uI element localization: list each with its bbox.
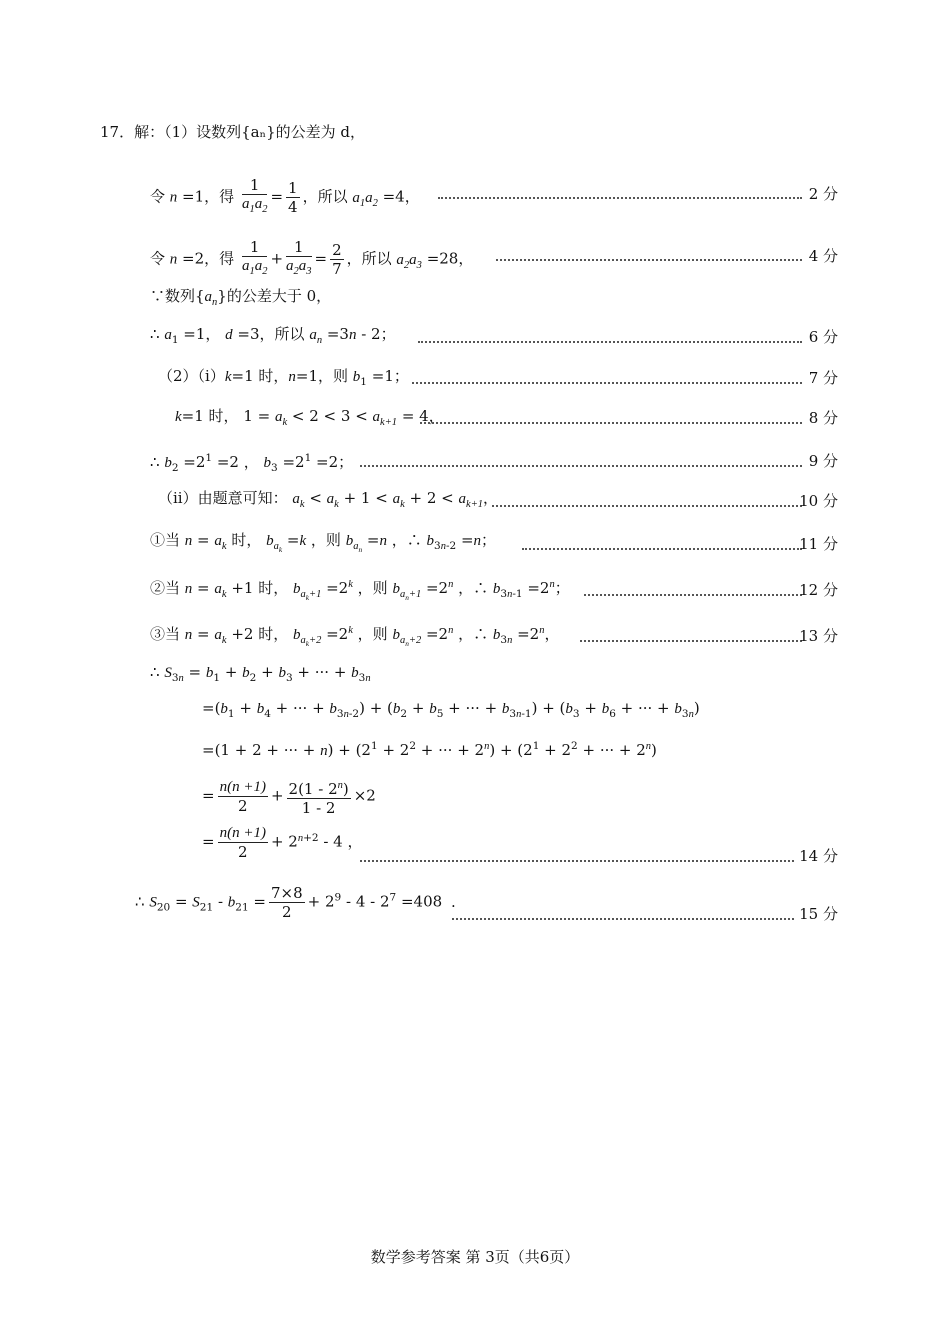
leader-dots <box>452 918 794 920</box>
step-9: ①当 $n = a_k$ 时， $b_{a_k} =k$ ，则 $b_{a_n} =n$ ，∴ $b_{3n-2} =n$； <box>150 531 497 555</box>
leader-dots <box>418 341 802 343</box>
score-8: 11 分 <box>799 535 838 553</box>
score-5: 8 分 <box>808 409 838 427</box>
score-4: 7 分 <box>808 369 838 387</box>
score-9: 12 分 <box>799 581 838 599</box>
leader-dots <box>496 259 802 261</box>
score-7: 10 分 <box>799 492 838 510</box>
step-5: （2）（i）k=1 时，n=1，则 $b_1 =1$； <box>158 367 409 388</box>
step-1: 令 n =1，得 $\frac{1}{a_1a_2}$ = $\frac{1}{4}$ ，所以 $a_1a_2 =4$， <box>150 176 420 216</box>
page-footer: 数学参考答案 第 3页（共6页） <box>370 1248 580 1266</box>
step-2: 令 n =2，得 $\frac{1}{a_1a_2}$ + $\frac{1}{a_2a_3}$ = $\frac{2}{7}$ ，所以 $a_2a_3 =28$， <box>150 238 474 278</box>
leader-dots <box>412 382 802 384</box>
step-16: = $\frac{n(n +1)}{2}$ + $2^{n+2} - 4$ ， <box>202 825 363 861</box>
step-7: ∴ $b_2 =2^1 =2$ ， $b_3 =2^1 =2$； <box>150 452 354 474</box>
score-1: 2 分 <box>808 185 838 203</box>
leader-dots <box>580 640 802 642</box>
step-14: =(1 + 2 + ··· + $n) + (2^1 + 2^2$ + ··· + $2^n) + (2^1 + 2^2$ + ··· + $2^n$) <box>202 740 657 759</box>
score-6: 9 分 <box>808 452 838 470</box>
leader-dots <box>360 860 794 862</box>
step-3: ∵数列$\{a_n\}$的公差大于 0， <box>150 287 332 308</box>
score-12: 15 分 <box>799 905 838 923</box>
score-3: 6 分 <box>808 328 838 346</box>
leader-dots <box>360 465 802 467</box>
step-8: （ii）由题意可知： $a_k < a_k + 1 < a_k + 2 < a_{k+1}$， <box>158 489 499 510</box>
step-15: = $\frac{n(n +1)}{2}$ + $\frac{2(1 - 2^n)}{1 - 2}$ ×2 <box>202 776 376 817</box>
leader-dots <box>420 422 802 424</box>
step-10: ②当 $n = a_k +1$ 时， $b_{a_k+1} =2^k$ ，则 $b_{a_n+1} =2^n$ ，∴ $b_{3n-1} =2^n$； <box>150 579 570 603</box>
step-12: ∴ $S_{3n} = b_1 + b_2 + b_3$ + ··· + $b_{3n}$ <box>150 663 371 684</box>
leader-dots <box>438 197 802 199</box>
leader-dots <box>584 594 802 596</box>
step-13: $=(b_1 + b_4$ + ··· + $b_{3n-2}) + (b_2 + b_5$ + ··· + $b_{3n-1}) + (b_3 + b_6$ + ··· + $b_{3n}$) <box>202 699 700 720</box>
problem-header: 17．解：（1）设数列{aₙ}的公差为 d， <box>100 123 366 141</box>
step-4: ∴ $a_1 =1$， d =3，所以 $a_n =3n - 2$； <box>150 325 396 346</box>
score-11: 14 分 <box>799 847 838 865</box>
step-11: ③当 $n = a_k +2$ 时， $b_{a_k+2} =2^k$ ，则 $b_{a_n+2} =2^n$ ，∴ $b_{3n} =2^n$， <box>150 625 560 649</box>
leader-dots <box>522 548 802 550</box>
score-2: 4 分 <box>808 247 838 265</box>
leader-dots <box>492 505 802 507</box>
step-17: ∴ $S_{20} = S_{21} - b_{21}$ = $\frac{7\times 8}{2}$ + $2^9 - 4 - 2^7 =408$ . <box>135 884 456 921</box>
step-6: k=1 时， $1 = a_k < 2 < 3 < a_{k+1} = 4$， <box>175 407 444 428</box>
score-10: 13 分 <box>799 627 838 645</box>
